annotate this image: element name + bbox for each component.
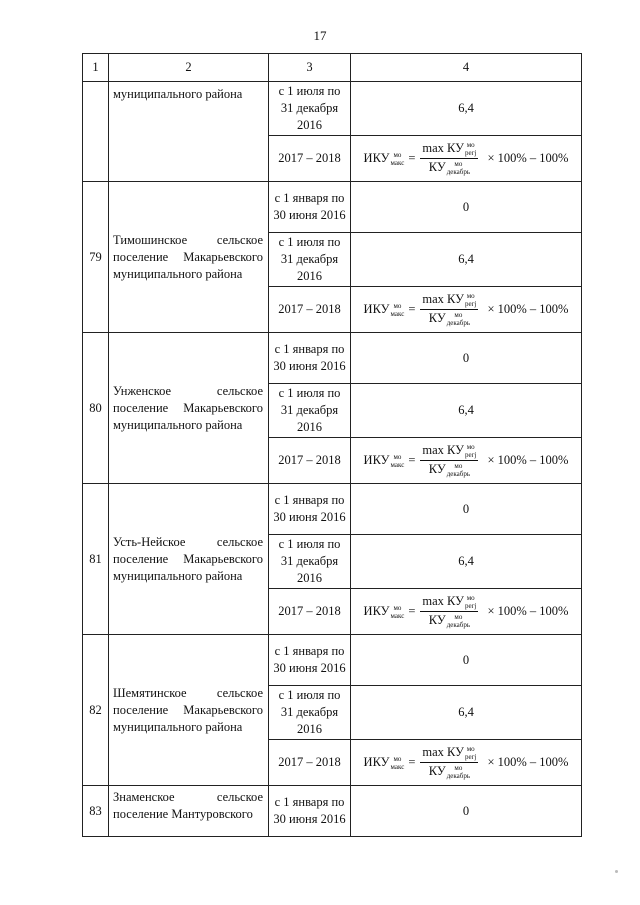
formula-cell [351, 438, 582, 484]
formula-cell [351, 740, 582, 786]
formula: ИКУ мо макс = max КУ мо регj КУ мо декабрь × 100% – 100% [363, 140, 569, 177]
settlement-name: Знаменское сельское поселение Мантуровского [109, 786, 269, 837]
header-col-3: 3 [269, 54, 351, 82]
period-cell: 2017 – 2018 [269, 287, 351, 333]
table-header-row [83, 54, 582, 82]
table-row [83, 82, 582, 136]
scan-speck [615, 870, 618, 873]
period-cell: с 1 июля по 31 декабря 2016 [269, 233, 351, 287]
formula-fraction: max КУ мо регj КУ мо декабрь [422, 291, 477, 328]
formula-lhs: ИКУ мо макс [363, 301, 405, 319]
row-number-cell [83, 82, 109, 182]
settlement-name: Усть-Нейское сельское поселение Макарьевского муниципального района [109, 484, 269, 635]
value-cell: 6,4 [351, 233, 582, 287]
header-col-1: 1 [83, 54, 109, 82]
header-col-2: 2 [109, 54, 269, 82]
value-cell: 0 [351, 484, 582, 535]
value-cell: 0 [351, 786, 582, 837]
page-number: 17 [313, 28, 327, 43]
header-col-4: 4 [351, 54, 582, 82]
table-row [83, 484, 582, 535]
formula-cell [351, 287, 582, 333]
formula-cell [351, 589, 582, 635]
period-cell: с 1 января по 30 июня 2016 [269, 484, 351, 535]
formula: ИКУ мо макс = max КУ мо регj КУ мо декабрь × 100% – 100% [363, 291, 569, 328]
formula-lhs: ИКУ мо макс [363, 150, 405, 168]
value-cell: 6,4 [351, 686, 582, 740]
period-cell: с 1 июля по 31 декабря 2016 [269, 535, 351, 589]
table-row [83, 635, 582, 686]
period-cell: 2017 – 2018 [269, 438, 351, 484]
period-cell: с 1 июля по 31 декабря 2016 [269, 384, 351, 438]
period-cell: с 1 января по 30 июня 2016 [269, 786, 351, 837]
value-cell: 0 [351, 635, 582, 686]
period-cell: с 1 января по 30 июня 2016 [269, 635, 351, 686]
value-cell: 6,4 [351, 535, 582, 589]
value-cell: 0 [351, 333, 582, 384]
period-cell: с 1 января по 30 июня 2016 [269, 182, 351, 233]
formula-cell [351, 136, 582, 182]
table-row [83, 786, 582, 837]
table-row [83, 182, 582, 233]
formula: ИКУ мо макс = max КУ мо регj КУ мо декабрь × 100% – 100% [363, 593, 569, 630]
period-cell: с 1 июля по 31 декабря 2016 [269, 686, 351, 740]
formula-fraction: max КУ мо регj КУ мо декабрь [422, 442, 477, 479]
formula-lhs: ИКУ мо макс [363, 603, 405, 621]
formula-fraction: max КУ мо регj КУ мо декабрь [422, 744, 477, 781]
formula: ИКУ мо макс = max КУ мо регj КУ мо декабрь × 100% – 100% [363, 744, 569, 781]
period-cell: 2017 – 2018 [269, 136, 351, 182]
row-number-cell: 80 [83, 333, 109, 484]
settlement-name: Унженское сельское поселение Макарьевского муниципального района [109, 333, 269, 484]
value-cell: 6,4 [351, 384, 582, 438]
period-cell: 2017 – 2018 [269, 589, 351, 635]
formula-lhs: ИКУ мо макс [363, 452, 405, 470]
table-row [83, 333, 582, 384]
period-cell: 2017 – 2018 [269, 740, 351, 786]
settlement-name: Шемятинское сельское поселение Макарьевского муниципального района [109, 635, 269, 786]
tariff-table [82, 53, 582, 837]
period-cell: с 1 января по 30 июня 2016 [269, 333, 351, 384]
row-number-cell: 81 [83, 484, 109, 635]
period-cell: с 1 июля по 31 декабря 2016 [269, 82, 351, 136]
row-number-cell: 79 [83, 182, 109, 333]
value-cell: 0 [351, 182, 582, 233]
settlement-name: муниципального района [109, 82, 269, 182]
row-number-cell: 83 [83, 786, 109, 837]
formula-fraction: max КУ мо регj КУ мо декабрь [422, 140, 477, 177]
formula-fraction: max КУ мо регj КУ мо декабрь [422, 593, 477, 630]
settlement-name: Тимошинское сельское поселение Макарьевского муниципального района [109, 182, 269, 333]
value-cell: 6,4 [351, 82, 582, 136]
formula: ИКУ мо макс = max КУ мо регj КУ мо декабрь × 100% – 100% [363, 442, 569, 479]
row-number-cell: 82 [83, 635, 109, 786]
formula-lhs: ИКУ мо макс [363, 754, 405, 772]
